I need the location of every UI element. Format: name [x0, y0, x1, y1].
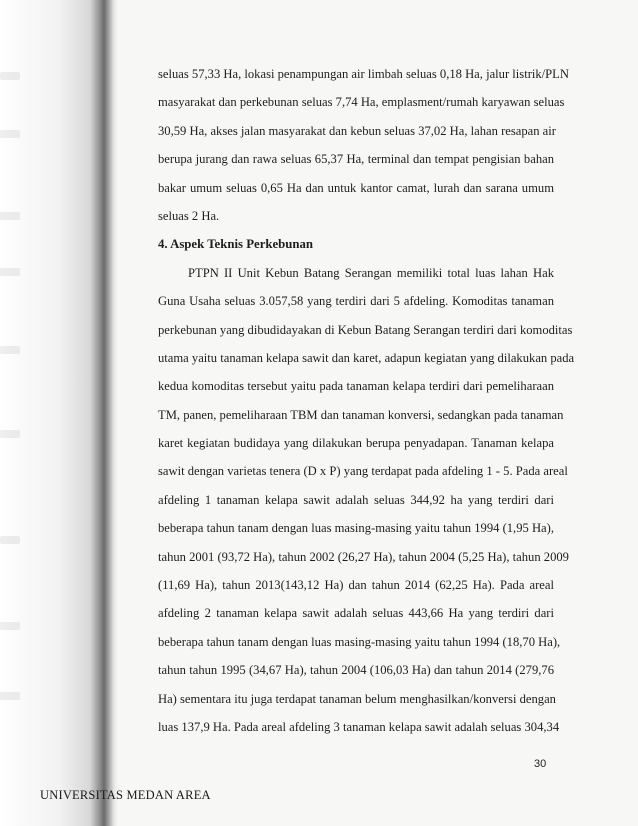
text-line: luas 137,9 Ha. Pada areal afdeling 3 tanaman kelapa sawit adalah seluas 304,34: [158, 719, 560, 734]
text-line: afdeling 1 tanaman kelapa sawit adalah seluas 344,92 ha yang terdiri dari: [158, 492, 554, 507]
bleed-through-mark: [0, 692, 20, 700]
text-line: (11,69 Ha), tahun 2013(143,12 Ha) dan tahun 2014 (62,25 Ha). Pada areal: [158, 578, 554, 593]
text-line: TM, panen, pemeliharaan TBM dan tanaman konversi, sedangkan pada tanaman: [158, 407, 564, 422]
bleed-through-mark: [0, 268, 20, 276]
text-line: seluas 57,33 Ha, lokasi penampungan air limbah seluas 0,18 Ha, jalur listrik/PLN: [158, 67, 569, 81]
bleed-through-mark: [0, 430, 20, 438]
text-line: tahun 2001 (93,72 Ha), tahun 2002 (26,27 Ha), tahun 2004 (5,25 Ha), tahun 2009: [158, 549, 569, 564]
footer-watermark: UNIVERSITAS MEDAN AREA: [40, 788, 211, 802]
text-line: 30,59 Ha, akses jalan masyarakat dan kebun seluas 37,02 Ha, lahan resapan air: [158, 123, 556, 138]
text-line: sawit dengan varietas tenera (D x P) yang terdapat pada afdeling 1 - 5. Pada areal: [158, 464, 568, 479]
bleed-through-mark: [0, 622, 20, 630]
text-line: masyarakat dan perkebunan seluas 7,74 Ha, emplasment/rumah karyawan seluas: [158, 95, 565, 110]
bleed-through-mark: [0, 536, 20, 544]
book-binding-shadow: [0, 0, 118, 826]
text-line: PTPN II Unit Kebun Batang Serangan memiliki total luas lahan Hak: [188, 265, 554, 280]
text-line: seluas 2 Ha.: [158, 208, 220, 223]
text-line: perkebunan yang dibudidayakan di Kebun Batang Serangan terdiri dari komoditas: [158, 322, 573, 337]
page-number: 30: [534, 758, 547, 770]
text-line: utama yaitu tanaman kelapa sawit dan karet, adapun kegiatan yang dilakukan pada: [158, 350, 575, 365]
bleed-through-mark: [0, 346, 20, 354]
text-line: beberapa tahun tanam dengan luas masing-masing yaitu tahun 1994 (18,70 Ha),: [158, 634, 561, 649]
text-line: berupa jurang dan rawa seluas 65,37 Ha, terminal dan tempat pengisian bahan: [158, 152, 554, 167]
text-line: bakar umum seluas 0,65 Ha dan untuk kantor camat, lurah dan sarana umum: [158, 180, 554, 195]
text-line: Guna Usaha seluas 3.057,58 yang terdiri dari 5 afdeling. Komoditas tanaman: [158, 294, 554, 309]
text-line: afdeling 2 tanaman kelapa sawit adalah seluas 443,66 Ha yang terdiri dari: [158, 606, 554, 621]
text-line: beberapa tahun tanam dengan luas masing-masing yaitu tahun 1994 (1,95 Ha),: [158, 521, 554, 536]
section-heading: 4. Aspek Teknis Perkebunan: [158, 237, 314, 252]
bleed-through-mark: [0, 212, 20, 220]
text-line: kedua komoditas tersebut yaitu pada tanaman kelapa terdiri dari pemeliharaan: [158, 379, 554, 394]
text-line: tahun tahun 1995 (34,67 Ha), tahun 2004 (106,03 Ha) dan tahun 2014 (279,76: [158, 663, 554, 678]
text-line: Ha) sementara itu juga terdapat tanaman belum menghasilkan/konversi dengan: [158, 691, 556, 706]
bleed-through-mark: [0, 130, 20, 138]
document-body: [158, 60, 575, 741]
text-line: karet kegiatan budidaya yang dilakukan berupa penyadapan. Tanaman kelapa: [158, 436, 554, 451]
bleed-through-mark: [0, 72, 20, 80]
